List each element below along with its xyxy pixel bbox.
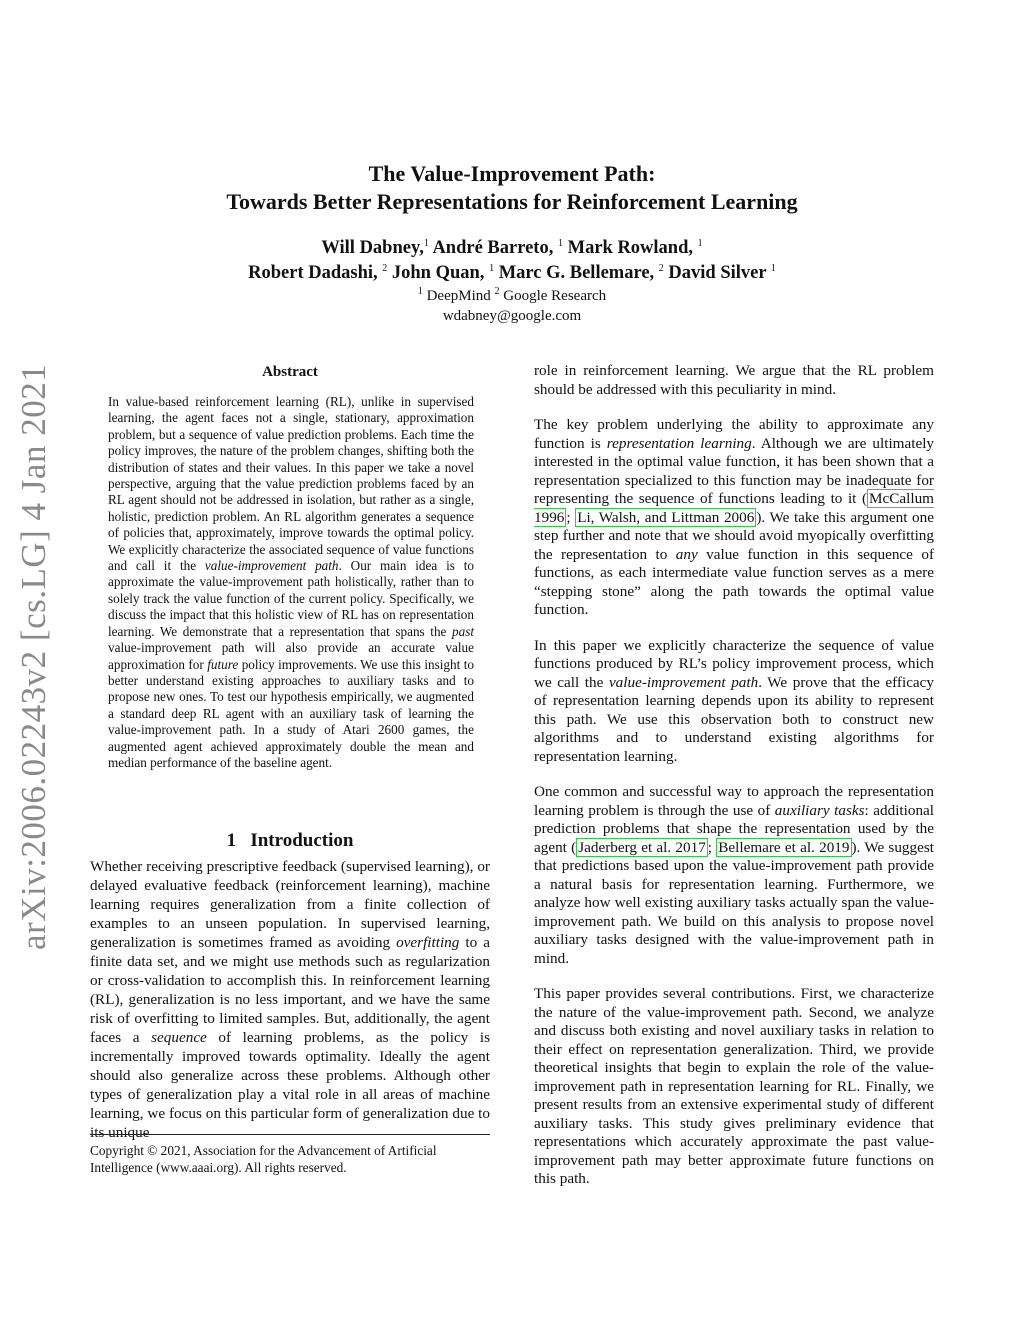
abstract-body xyxy=(108,394,474,771)
text-run: value function in this sequence of functions, as each intermediate value function serves as a mere “stepping stone” along the path towards the optimal value function. xyxy=(534,545,934,618)
citation-link[interactable]: Bellemare et al. 2019 xyxy=(718,838,850,856)
author-name: Will Dabney, xyxy=(321,238,424,258)
affiliation-line xyxy=(90,286,934,306)
text-run: . We prove that the efficacy of representation learning depends upon its ability to represent this path. We use this observation both to construct new algorithms and to understand existing algorithms for representation learning. xyxy=(534,673,935,765)
author-affil-mark: 1 xyxy=(489,262,495,274)
emphasis: any xyxy=(675,545,698,563)
affil-mark: 2 xyxy=(494,286,500,297)
copyright-footnote: Copyright © 2021, Association for the Advancement of Artificial Intelligence (www.aaai.org). All rights reserved. xyxy=(90,1134,490,1176)
paper-title xyxy=(90,160,934,216)
affil-name: Google Research xyxy=(503,288,607,304)
abstract-text: value-improvement path will also provide an accurate value approximation for xyxy=(108,640,474,672)
citation-link[interactable]: Jaderberg et al. 2017 xyxy=(578,838,706,856)
abstract-text: policy improvements. We use this insight to better understand existing approaches to auxiliary tasks and to propose new ones. To test our hypothesis empirically, we augmented a standard deep RL agent with an auxiliary task of learning the value-improvement path. In a study of Atari 2600 games, the augmented agent achieved approximately double the mean and median performance of the baseline agent. xyxy=(108,656,474,770)
introduction-body xyxy=(90,857,490,1142)
author-name: Mark Rowland, xyxy=(567,238,694,258)
section-title: Introduction xyxy=(250,830,354,851)
emphasis: value-improvement path xyxy=(608,673,759,691)
author-name: John Quan, xyxy=(391,263,485,283)
intro-text: Whether receiving prescriptive feedback (supervised learning), or delayed evaluative feedback (reinforcement learning), machine learning requires generalization from a finite collection of examples to an unseen population. In supervised learning, generalization is sometimes framed as avoiding xyxy=(90,858,490,951)
author-line-2 xyxy=(90,261,934,286)
paragraph xyxy=(534,783,934,968)
author-affil-mark: 1 xyxy=(697,237,703,249)
author-list xyxy=(90,236,934,286)
affiliations xyxy=(90,286,934,326)
right-column xyxy=(534,362,934,1206)
text-run: ). We take this argument one step further and note that we should avoid myopically overfitting the representation to xyxy=(534,508,934,563)
abstract-text: In value-based reinforcement learning (RL), unlike in supervised learning, the agent faces not a single, stationary, approximation problem, but a sequence of value prediction problems. Each time the policy improves, the nature of the problem changes, shifting both the distribution of states and their values. In this paper we take a novel perspective, arguing that the value prediction problems faced by an RL agent should not be addressed in isolation, but rather as a single, holistic, prediction problem. An RL algorithm generates a sequence of policies that, approximately, improve towards the optimal policy. We explicitly characterize the associated sequence of value functions and call it the xyxy=(108,394,474,574)
title-line-2: Towards Better Representations for Reinforcement Learning xyxy=(226,189,798,214)
author-line-1 xyxy=(90,236,934,261)
text-run: ; xyxy=(566,508,576,526)
author-name: Robert Dadashi, xyxy=(248,263,378,283)
author-affil-mark: 1 xyxy=(770,262,776,274)
author-affil-mark: 2 xyxy=(382,262,388,274)
text-run: ; xyxy=(707,838,717,856)
text-run: ). We suggest that predictions based upon the value-improvement path provide a natural basis for representation learning. Furthermore, we analyze how well existing auxiliary tasks actually span the value-improvement path. We build on this analysis to propose novel auxiliary tasks designed with the value-improvement path in mind. xyxy=(534,838,934,967)
title-line-1: The Value-Improvement Path: xyxy=(368,161,656,186)
abstract-emphasis: past xyxy=(452,623,474,639)
citation-link[interactable]: McCallum 1996 xyxy=(534,490,934,526)
section-number: 1 xyxy=(226,830,237,851)
citation-link[interactable]: Li, Walsh, and Littman 2006 xyxy=(577,508,755,526)
abstract-text: . Our main idea is to approximate the value-improvement path holistically, rather than to solely track the value function of the current policy. Specifically, we discuss the impact that this holistic view of RL has on representation learning. We demonstrate that a representation that spans the xyxy=(108,558,474,639)
paragraph xyxy=(534,637,934,767)
intro-emphasis: overfitting xyxy=(396,934,460,951)
abstract-emphasis: value-improvement path xyxy=(204,558,339,574)
section-heading-introduction xyxy=(90,830,490,852)
paragraph: This paper provides several contributions. First, we characterize the nature of the value-improvement path. Second, we analyze and discuss both existing and novel auxiliary tasks in relation to their effect on representation generalization. Third, we provide theoretical insights that begin to explain the role of the value-improvement path in representation learning for RL. Finally, we present results from an extensive experimental study of different auxiliary tasks. This study gives preliminary evidence that representations which accurately approximate the past value-improvement path may better approximate future functions on this path. xyxy=(534,985,934,1187)
text-run: In this paper we explicitly characterize the sequence of value functions produced by RL’s policy improvement process, which we call the xyxy=(534,636,934,691)
text-run: . Although we are ultimately interested in the optimal value function, it has been shown that a representation specialized to this function may be inadequate for representing the sequence of functions leading to it ( xyxy=(534,434,935,507)
abstract-heading: Abstract xyxy=(262,364,318,380)
text-run: : additional prediction problems that shape the representation used by the agent ( xyxy=(534,801,934,856)
affil-name: DeepMind xyxy=(426,288,491,304)
paragraph xyxy=(534,416,934,620)
emphasis: representation learning xyxy=(606,434,752,452)
arxiv-identifier: arXiv:2006.02243v2 [cs.LG] 4 Jan 2021 xyxy=(14,363,53,950)
emphasis: auxiliary tasks xyxy=(774,801,865,819)
contact-email: wdabney@google.com xyxy=(442,308,582,324)
author-name: André Barreto, xyxy=(432,238,554,258)
author-affil-mark: 1 xyxy=(557,237,563,249)
intro-text: to a finite data set, and we might use methods such as regularization or cross-validation to accomplish this. In reinforcement learning (RL), generalization is no less important, and we have the same risk of overfitting to limited samples. But, additionally, the agent faces a xyxy=(90,934,490,1046)
author-name: David Silver xyxy=(668,263,767,283)
text-run: One common and successful way to approach the representation learning problem is through the use of xyxy=(534,783,934,819)
author-affil-mark: 1 xyxy=(423,237,429,249)
abstract-emphasis: future xyxy=(207,656,239,672)
affil-mark: 1 xyxy=(417,286,423,297)
intro-emphasis: sequence xyxy=(151,1029,207,1046)
intro-text: of learning problems, as the policy is incrementally improved towards optimality. Ideally the agent should also generalize across these problems. Although other types of generalization play a vital role in all areas of machine learning, we focus on this particular form of generalization due to its unique xyxy=(90,1029,491,1141)
paragraph: role in reinforcement learning. We argue that the RL problem should be addressed with this peculiarity in mind. xyxy=(534,362,934,398)
author-name: Marc G. Bellemare, xyxy=(498,263,655,283)
text-run: The key problem underlying the ability to approximate any function is xyxy=(534,416,934,452)
author-affil-mark: 2 xyxy=(658,262,664,274)
